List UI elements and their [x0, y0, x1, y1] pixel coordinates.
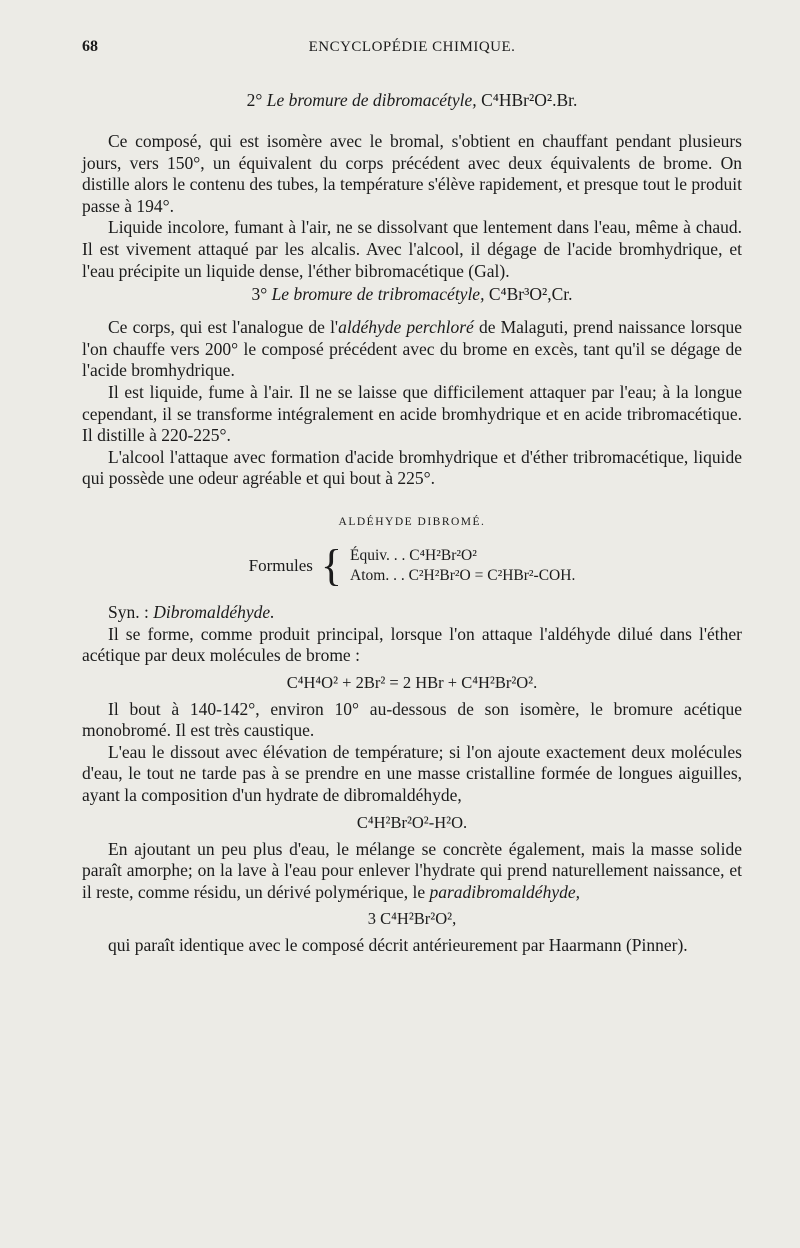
italic-term: paradibromaldéhyde, [429, 881, 580, 902]
aldehyde-paragraph-2: Il bout à 140-142°, environ 10° au-dessous de son isomère, le bromure acétique monobromé. Il est très caustique. [82, 698, 742, 741]
text-run: de Malaguti, prend naissance lorsque l'on chauffe vers 200° le composé précédent avec du brome en excès, tant qu'il se dégage de l'acide bromhydrique. [82, 317, 742, 381]
formula-atom: Atom. . . C²H²Br²O = C²HBr²-COH. [350, 566, 576, 584]
text-run: Ce corps, qui est l'analogue de l' [108, 317, 339, 338]
section-2-paragraph-1: Ce composé, qui est isomère avec le bromal, s'obtient en chauffant pendant plusieurs jours, vers 150°, un équivalent du corps précédent avec deux équivalents de brome. On distille alors le contenu des tubes, la température s'élève rapidement, et presque tout le produit passe à 194°. [82, 131, 742, 216]
brace-icon: { [320, 540, 343, 590]
section-2-number: 2° [246, 90, 263, 110]
section-3-heading [82, 282, 742, 307]
synonym-label: Syn. : [108, 601, 149, 622]
section-3-paragraph-1 [82, 317, 742, 382]
section-3-paragraph-3: L'alcool l'attaque avec formation d'acide bromhydrique et d'éther tribromacétique, liquide qui possède une odeur agréable et qui bout à 225°. [82, 446, 742, 489]
formula-equiv: Équiv. . . C⁴H²Br²O² [350, 546, 477, 564]
aldehyde-title: ALDÉHYDE DIBROMÉ. [338, 515, 486, 528]
formulas-label: Formules [248, 555, 313, 575]
formulas-block [82, 540, 742, 590]
synonym-line [82, 602, 742, 624]
text-run: En ajoutant un peu plus d'eau, le mélange se concrète également, mais la masse solide paraît amorphe; on la lave à l'eau pour enlever l'hydrate qui prend naturellement naissance, et il reste, comme résidu, un dérivé polymérique, le [82, 838, 742, 902]
equation-3: 3 C⁴H²Br²O², [367, 909, 457, 929]
page-number: 68 [82, 38, 98, 55]
running-title: ENCYCLOPÉDIE CHIMIQUE. [308, 39, 516, 55]
aldehyde-paragraph-5: qui paraît identique avec le composé décrit antérieurement par Haarmann (Pinner). [108, 935, 688, 956]
equation-1: C⁴H⁴O² + 2Br² = 2 HBr + C⁴H²Br²O². [286, 672, 538, 692]
section-3-name: Le bromure de tribromacétyle, [271, 284, 485, 305]
section-3-number: 3° [251, 284, 268, 305]
formula-rows [350, 546, 575, 586]
synonym-name: Dibromaldéhyde. [153, 601, 275, 622]
equation-2: C⁴H²Br²O²-H²O. [356, 812, 468, 832]
aldehyde-paragraph-4 [82, 839, 742, 904]
aldehyde-paragraph-3: L'eau le dissout avec élévation de température; si l'on ajoute exactement deux molécules d'eau, le tout ne tarde pas à se prendre en une masse cristalline formée de longues aiguilles, ayant la composition d'un hydrate de dibromaldéhyde, [82, 741, 742, 806]
section-3-formula: C⁴Br³O²,Cr. [488, 284, 573, 305]
section-2-heading [82, 88, 742, 113]
italic-term: aldéhyde perchloré [338, 317, 474, 338]
aldehyde-paragraph-1: Il se forme, comme produit principal, lorsque l'on attaque l'aldéhyde dilué dans l'éther acétique par deux molécules de brome : [82, 623, 742, 666]
section-2-formula: C⁴HBr²O².Br. [481, 90, 578, 110]
section-2-paragraph-2: Liquide incolore, fumant à l'air, ne se dissolvant que lentement dans l'eau, même à chaud. Il est vivement attaqué par les alcalis. Avec l'alcool, il dégage de l'acide bromhydrique, et l'eau précipite un liquide dense, l'éther bibromacétique (Gal). [82, 217, 742, 281]
section-3-paragraph-2: Il est liquide, fume à l'air. Il ne se laisse que difficilement attaquer par l'eau; à la longue cependant, il se transforme intégralement en acide bromhydrique et en acide tribromacétique. Il distille à 220-225°. [82, 381, 742, 446]
page-header [82, 38, 742, 70]
section-2-name: Le bromure de dibromacétyle, [266, 90, 477, 110]
